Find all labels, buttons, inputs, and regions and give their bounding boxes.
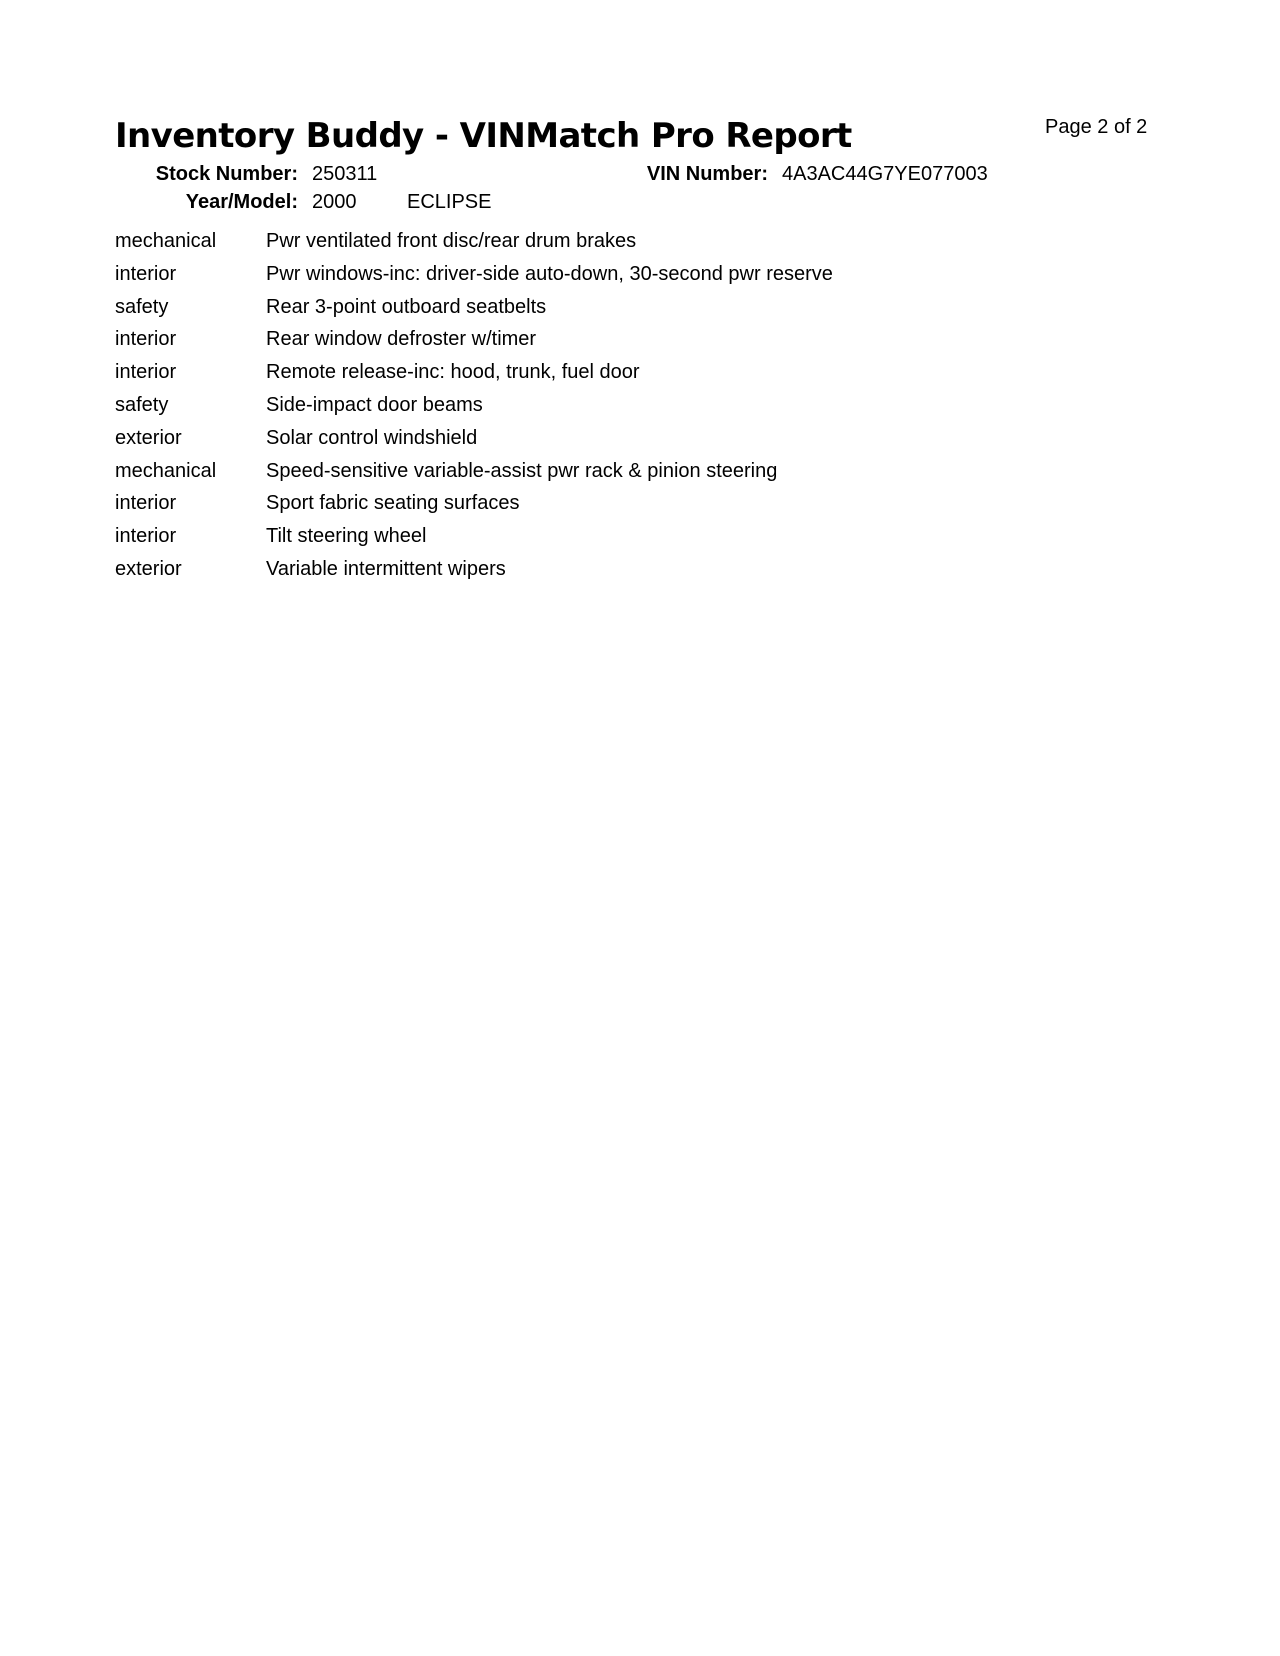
feature-category: interior xyxy=(115,262,177,285)
feature-category: exterior xyxy=(115,557,182,580)
feature-description: Pwr windows-inc: driver-side auto-down, 30-second pwr reserve xyxy=(266,262,833,285)
feature-row xyxy=(115,557,1165,590)
feature-row xyxy=(115,360,1165,393)
feature-category: interior xyxy=(115,361,177,384)
feature-row xyxy=(115,491,1165,524)
model-value: ECLIPSE xyxy=(407,191,492,213)
feature-description: Rear 3-point outboard seatbelts xyxy=(266,295,547,318)
feature-category: interior xyxy=(115,492,177,515)
stock-number-label: Stock Number: xyxy=(155,163,298,185)
feature-category: interior xyxy=(115,525,177,548)
feature-category: interior xyxy=(115,328,177,351)
feature-row xyxy=(115,295,1165,328)
stock-number-value: 250311 xyxy=(312,163,378,185)
feature-row xyxy=(115,459,1165,492)
feature-row xyxy=(115,426,1165,459)
page-number: Page 2 of 2 xyxy=(1045,116,1148,138)
vin-number-value: 4A3AC44G7YE077003 xyxy=(782,163,988,185)
feature-row xyxy=(115,229,1165,262)
feature-description: Variable intermittent wipers xyxy=(266,557,506,580)
feature-description: Sport fabric seating surfaces xyxy=(266,492,520,515)
feature-row xyxy=(115,524,1165,557)
feature-row xyxy=(115,262,1165,295)
year-value: 2000 xyxy=(312,191,357,213)
feature-description: Solar control windshield xyxy=(266,426,478,449)
feature-category: mechanical xyxy=(115,459,217,482)
feature-description: Pwr ventilated front disc/rear drum brakes xyxy=(266,230,637,252)
feature-description: Remote release-inc: hood, trunk, fuel door xyxy=(266,361,640,384)
feature-category: exterior xyxy=(115,426,182,449)
feature-row xyxy=(115,327,1165,360)
feature-category: safety xyxy=(115,295,169,318)
feature-category: safety xyxy=(115,393,169,416)
feature-description: Side-impact door beams xyxy=(266,393,483,416)
feature-list xyxy=(115,229,1165,590)
vin-number-label: VIN Number: xyxy=(646,163,768,185)
feature-description: Speed-sensitive variable-assist pwr rack & pinion steering xyxy=(266,459,778,482)
feature-row xyxy=(115,393,1165,426)
feature-description: Tilt steering wheel xyxy=(266,525,427,548)
report-title: Inventory Buddy - VINMatch Pro Report xyxy=(115,116,852,156)
year-model-label: Year/Model: xyxy=(185,191,298,213)
feature-description: Rear window defroster w/timer xyxy=(266,328,537,351)
feature-category: mechanical xyxy=(115,230,217,252)
